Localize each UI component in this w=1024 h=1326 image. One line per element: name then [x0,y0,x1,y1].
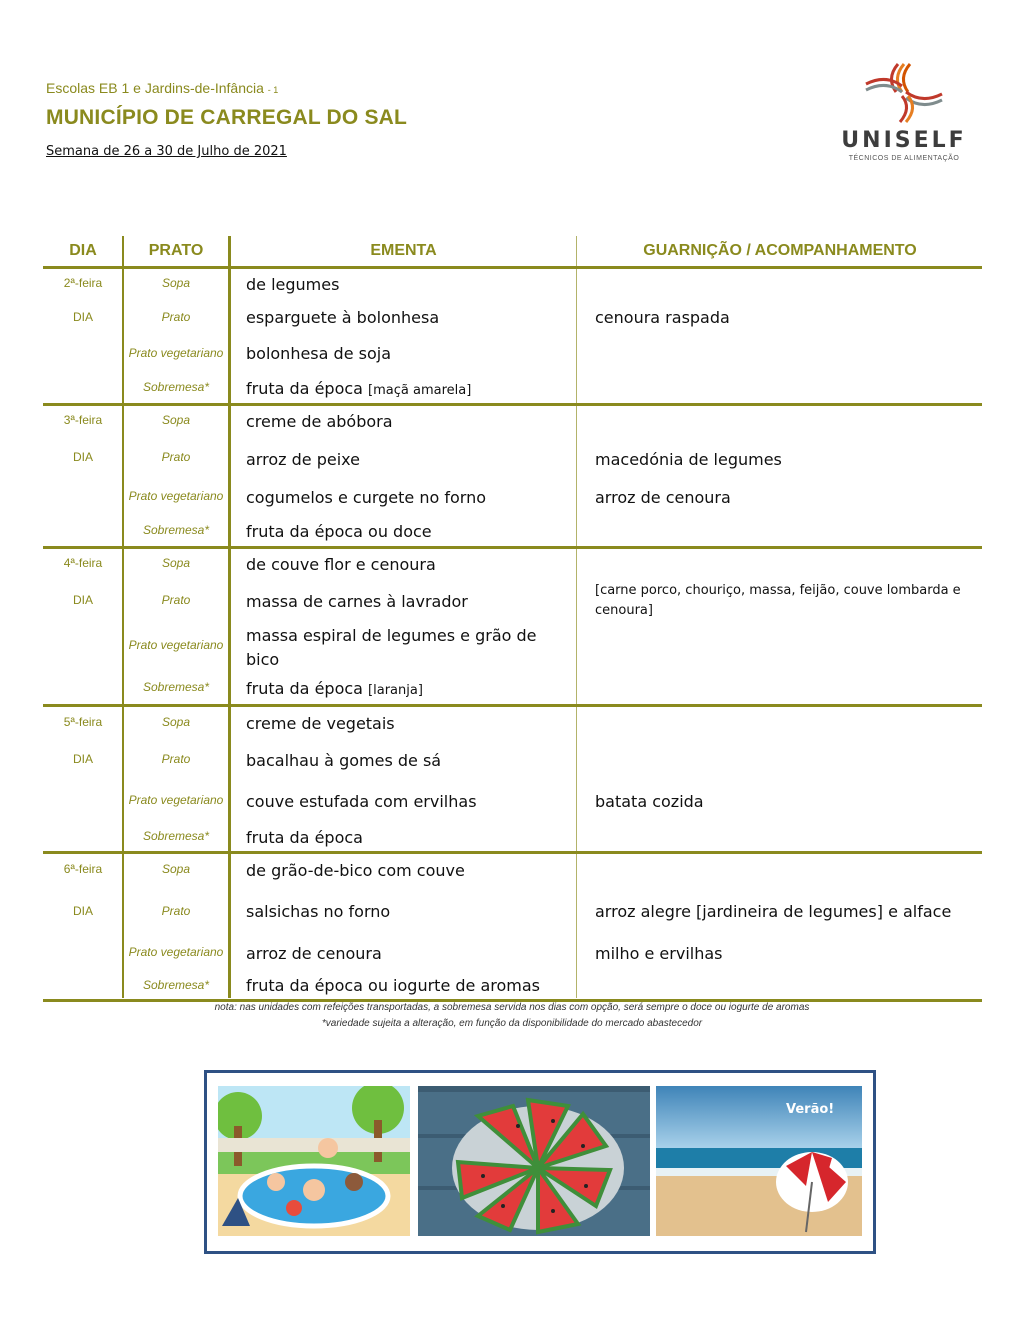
summer-label: Verão! [786,1102,835,1117]
dish-sobremesa: fruta da época [laranja] [246,679,423,698]
note-transport: nota: nas unidades com refeições transportadas, a sobremesa servida nos dias com opção, será sempre o doce ou iogurte de aromas [214,1002,810,1013]
side-vegetariano: milho e ervilhas [595,944,723,963]
dish-sopa: de grão-de-bico com couve [246,861,465,880]
category-sopa: Sopa [161,715,191,729]
category-prato: Prato [161,593,191,607]
category-sobremesa: Sobremesa* [142,523,210,537]
side-prato: arroz alegre [jardineira de legumes] e alface [595,902,952,921]
dish-vegetariano: couve estufada com ervilhas [246,792,477,811]
footnotes [0,1000,1024,1032]
day-row [43,707,982,854]
dish-sobremesa: fruta da época ou doce [246,522,432,541]
beach-photo [656,1086,862,1236]
week-label: Semana de 26 a 30 de Julho de 2021 [46,144,287,159]
day-name: 2ª-feira [63,276,103,290]
table-header [43,236,982,269]
dish-vegetariano: arroz de cenoura [246,944,382,963]
side-prato: [carne porco, chouriço, massa, feijão, couve lombarda e cenoura] [595,583,961,618]
day-name: 4ª-feira [63,556,103,570]
note-variety: *variedade sujeita a alteração, em função da disponibilidade do mercado abastecedor [321,1018,703,1029]
dish-vegetariano: bolonhesa de soja [246,344,391,363]
side-vegetariano: arroz de cenoura [595,488,731,507]
dish-prato: esparguete à bolonhesa [246,308,440,327]
uniself-emblem-icon [826,56,982,126]
watermelon-photo [418,1086,650,1236]
category-vegetariano: Prato vegetariano [128,346,224,360]
day-name: 3ª-feira [63,413,103,427]
day-row [43,549,982,707]
dish-sopa: de couve flor e cenoura [246,555,436,574]
dish-sobremesa: fruta da época [maçã amarela] [246,379,472,398]
category-sopa: Sopa [161,276,191,290]
dish-vegetariano: massa espiral de legumes e grão de bico [246,626,537,669]
day-row [43,269,982,406]
side-prato: macedónia de legumes [595,450,782,469]
dia-label: DIA [72,593,93,607]
category-sobremesa: Sobremesa* [142,380,210,394]
category-sopa: Sopa [161,556,191,570]
category-sobremesa: Sobremesa* [142,829,210,843]
logo-brand: UNISELF [841,128,967,153]
kids-pool-illustration [218,1086,410,1236]
dia-label: DIA [72,450,93,464]
category-prato: Prato [161,450,191,464]
logo-tagline: TÉCNICOS DE ALIMENTAÇÃO [848,155,960,162]
header-dia: DIA [69,242,97,259]
category-sobremesa: Sobremesa* [142,978,210,992]
dish-prato: massa de carnes à lavrador [246,592,468,611]
dish-prato: arroz de peixe [246,450,360,469]
category-vegetariano: Prato vegetariano [128,945,224,959]
category-prato: Prato [161,310,191,324]
municipality-title: MUNICÍPIO DE CARREGAL DO SAL [46,106,408,129]
dia-label: DIA [72,752,93,766]
dish-vegetariano: cogumelos e curgete no forno [246,488,486,507]
category-prato: Prato [161,904,191,918]
category-vegetariano: Prato vegetariano [128,793,224,807]
menu-table [43,236,982,1002]
dish-sopa: de legumes [246,275,340,294]
dia-label: DIA [72,310,93,324]
dish-sobremesa: fruta da época ou iogurte de aromas [246,976,540,995]
category-vegetariano: Prato vegetariano [128,489,224,503]
category-sobremesa: Sobremesa* [142,680,210,694]
dish-prato: bacalhau à gomes de sá [246,751,442,770]
summer-banner [204,1070,876,1254]
category-sopa: Sopa [161,413,191,427]
side-prato: cenoura raspada [595,308,730,327]
day-name: 6ª-feira [63,862,103,876]
header-guarnicao: GUARNIÇÃO / ACOMPANHAMENTO [643,242,917,259]
category-prato: Prato [161,752,191,766]
day-name: 5ª-feira [63,715,103,729]
side-vegetariano: batata cozida [595,792,704,811]
uniself-logo [826,56,982,168]
dish-sobremesa: fruta da época [246,828,363,847]
dia-label: DIA [72,904,93,918]
dish-sopa: creme de abóbora [246,412,393,431]
dish-prato: salsichas no forno [246,902,391,921]
category-vegetariano: Prato vegetariano [128,638,224,652]
school-label: Escolas EB 1 e Jardins-de-Infância - 1 [46,80,279,96]
header-ementa: EMENTA [370,242,437,259]
header-prato: PRATO [148,242,204,259]
day-row [43,406,982,549]
category-sopa: Sopa [161,862,191,876]
dish-sopa: creme de vegetais [246,714,395,733]
day-row [43,854,982,1002]
